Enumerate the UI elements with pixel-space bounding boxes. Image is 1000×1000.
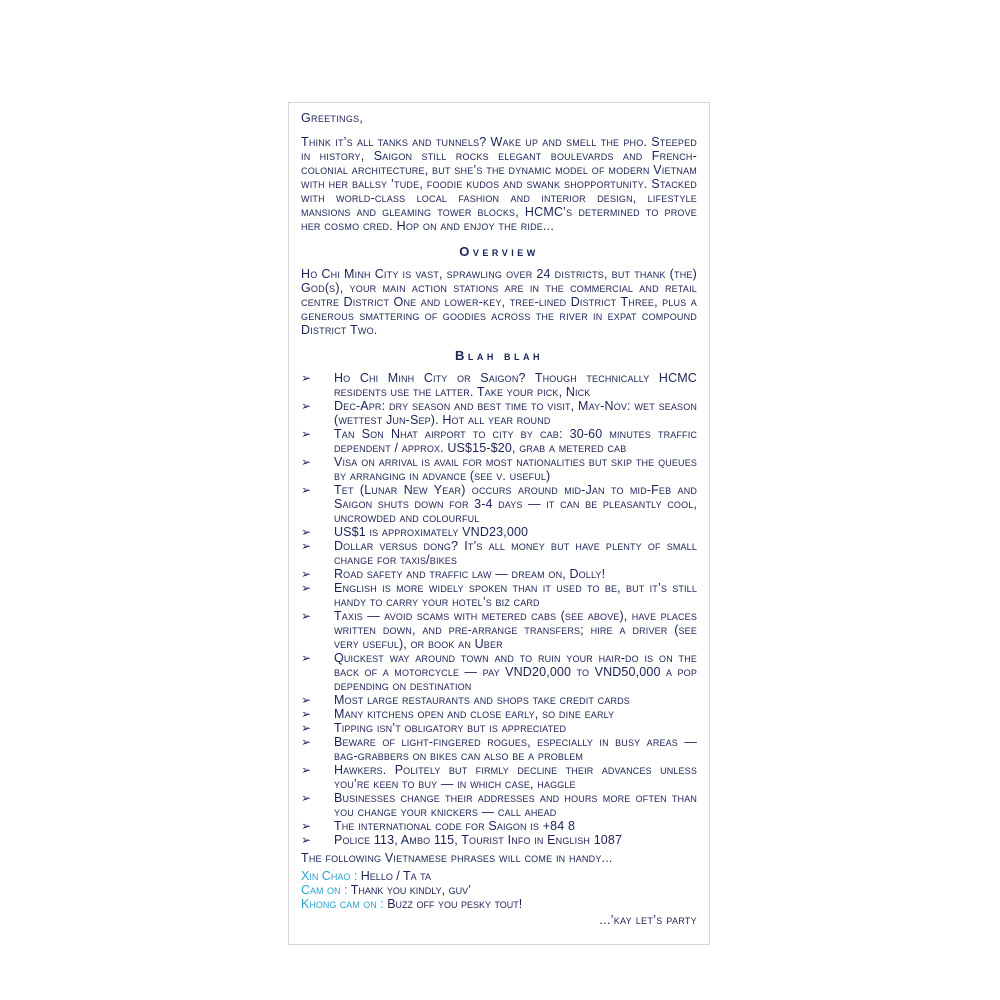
tip-text: US$1 is approximately VND23,000 bbox=[334, 525, 529, 539]
tip-item bbox=[301, 455, 697, 483]
arrow-bullet-icon: ➢ bbox=[301, 427, 312, 441]
arrow-bullet-icon: ➢ bbox=[301, 399, 312, 413]
intro-paragraph: Think it’s all tanks and tunnels? Wake up and smell the pho. Steeped in history, Saigon still rocks elegant boulevards and French-colonial architecture, but she’s the dynamic model of modern Vietnam with her ballsy ’tude, foodie kudos and swank shopportunity. Stacked with world-class local fashion and interior design, lifestyle mansions and gleaming tower blocks, HCMC’s determined to prove her cosmo cred. Hop on and enjoy the ride... bbox=[301, 135, 697, 233]
tip-item bbox=[301, 567, 697, 581]
tip-item bbox=[301, 371, 697, 399]
tip-item bbox=[301, 707, 697, 721]
arrow-bullet-icon: ➢ bbox=[301, 735, 312, 749]
tip-text: Businesses change their addresses and hours more often than you change your knickers — call ahead bbox=[334, 791, 697, 819]
tip-item bbox=[301, 399, 697, 427]
phrase-row bbox=[301, 883, 697, 897]
phrase-meaning: Buzz off you pesky tout! bbox=[387, 897, 523, 911]
phrase-meaning: Thank you kindly, guv’ bbox=[350, 883, 471, 897]
tip-text: Tet (Lunar New Year) occurs around mid-Jan to mid-Feb and Saigon shuts down for 3-4 days — it can be pleasantly cool, uncrowded and colourful bbox=[334, 483, 697, 525]
arrow-bullet-icon: ➢ bbox=[301, 525, 312, 539]
tip-item bbox=[301, 483, 697, 525]
tip-text: Most large restaurants and shops take credit cards bbox=[334, 693, 630, 707]
tip-text: Ho Chi Minh City or Saigon? Though technically HCMC residents use the latter. Take your pick, Nick bbox=[334, 371, 697, 399]
tip-item bbox=[301, 721, 697, 735]
arrow-bullet-icon: ➢ bbox=[301, 609, 312, 623]
arrow-bullet-icon: ➢ bbox=[301, 483, 312, 497]
phrase-term: Khong cam on : bbox=[301, 897, 384, 911]
arrow-bullet-icon: ➢ bbox=[301, 707, 312, 721]
phrase-term: Xin Chao : bbox=[301, 869, 358, 883]
tip-text: Tipping isn’t obligatory but is appreciated bbox=[334, 721, 567, 735]
tip-text: Road safety and traffic law — dream on, Dolly! bbox=[334, 567, 606, 581]
arrow-bullet-icon: ➢ bbox=[301, 819, 312, 833]
tip-item bbox=[301, 651, 697, 693]
tip-text: Many kitchens open and close early, so dine early bbox=[334, 707, 615, 721]
arrow-bullet-icon: ➢ bbox=[301, 455, 312, 469]
tip-item bbox=[301, 609, 697, 651]
phrases-list bbox=[301, 869, 697, 911]
tip-item bbox=[301, 581, 697, 609]
tips-list bbox=[301, 371, 697, 847]
tip-text: The international code for Saigon is +84 8 bbox=[334, 819, 576, 833]
tip-item bbox=[301, 833, 697, 847]
arrow-bullet-icon: ➢ bbox=[301, 567, 312, 581]
arrow-bullet-icon: ➢ bbox=[301, 721, 312, 735]
tip-text: Beware of light-fingered rogues, especially in busy areas — bag-grabbers on bikes can also be a problem bbox=[334, 735, 697, 763]
arrow-bullet-icon: ➢ bbox=[301, 651, 312, 665]
overview-heading: Overview bbox=[459, 244, 539, 259]
phrase-term: Cam on : bbox=[301, 883, 348, 897]
signoff: ...’kay let’s party bbox=[599, 913, 697, 927]
document-card bbox=[288, 102, 710, 945]
tip-item bbox=[301, 427, 697, 455]
tip-text: Police 113, Ambo 115, Tourist Info in English 1087 bbox=[334, 833, 623, 847]
arrow-bullet-icon: ➢ bbox=[301, 539, 312, 553]
tip-text: Quickest way around town and to ruin your hair-do is on the back of a motorcycle — pay VND20,000 to VND50,000 a pop depending on destination bbox=[334, 651, 697, 693]
tip-text: Dec-Apr: dry season and best time to visit, May-Nov: wet season (wettest Jun-Sep). Hot all year round bbox=[334, 399, 697, 427]
phrase-meaning: Hello / Ta ta bbox=[360, 869, 431, 883]
tip-text: Dollar versus dong? It’s all money but have plenty of small change for taxis/bikes bbox=[334, 539, 697, 567]
arrow-bullet-icon: ➢ bbox=[301, 371, 312, 385]
phrases-intro: The following Vietnamese phrases will come in handy... bbox=[301, 851, 613, 865]
tip-item bbox=[301, 735, 697, 763]
tip-text: Visa on arrival is avail for most nationalities but skip the queues by arranging in advance (see v. useful) bbox=[334, 455, 697, 483]
overview-paragraph: Ho Chi Minh City is vast, sprawling over 24 districts, but thank (the) God(s), your main action stations are in the commercial and retail centre District One and lower-key, tree-lined District Three, plus a generous smattering of goodies across the river in expat compound District Two. bbox=[301, 267, 697, 337]
tip-text: Taxis — avoid scams with metered cabs (see above), have places written down, and pre-arrange transfers; hire a driver (see very useful), or book an Uber bbox=[334, 609, 697, 651]
tip-item bbox=[301, 693, 697, 707]
tip-item bbox=[301, 539, 697, 567]
phrase-row bbox=[301, 897, 697, 911]
tips-heading: Blah blah bbox=[455, 348, 543, 363]
phrase-row bbox=[301, 869, 697, 883]
greeting: Greetings, bbox=[301, 111, 364, 125]
arrow-bullet-icon: ➢ bbox=[301, 763, 312, 777]
tip-item bbox=[301, 763, 697, 791]
arrow-bullet-icon: ➢ bbox=[301, 833, 312, 847]
tip-text: English is more widely spoken than it used to be, but it’s still handy to carry your hotel’s biz card bbox=[334, 581, 697, 609]
tip-item bbox=[301, 791, 697, 819]
arrow-bullet-icon: ➢ bbox=[301, 693, 312, 707]
arrow-bullet-icon: ➢ bbox=[301, 791, 312, 805]
tip-item bbox=[301, 525, 697, 539]
arrow-bullet-icon: ➢ bbox=[301, 581, 312, 595]
tip-item bbox=[301, 819, 697, 833]
tip-text: Hawkers. Politely but firmly decline their advances unless you’re keen to buy — in which case, haggle bbox=[334, 763, 697, 791]
tip-text: Tan Son Nhat airport to city by cab: 30-60 minutes traffic dependent / approx. US$15-$20, grab a metered cab bbox=[334, 427, 697, 455]
